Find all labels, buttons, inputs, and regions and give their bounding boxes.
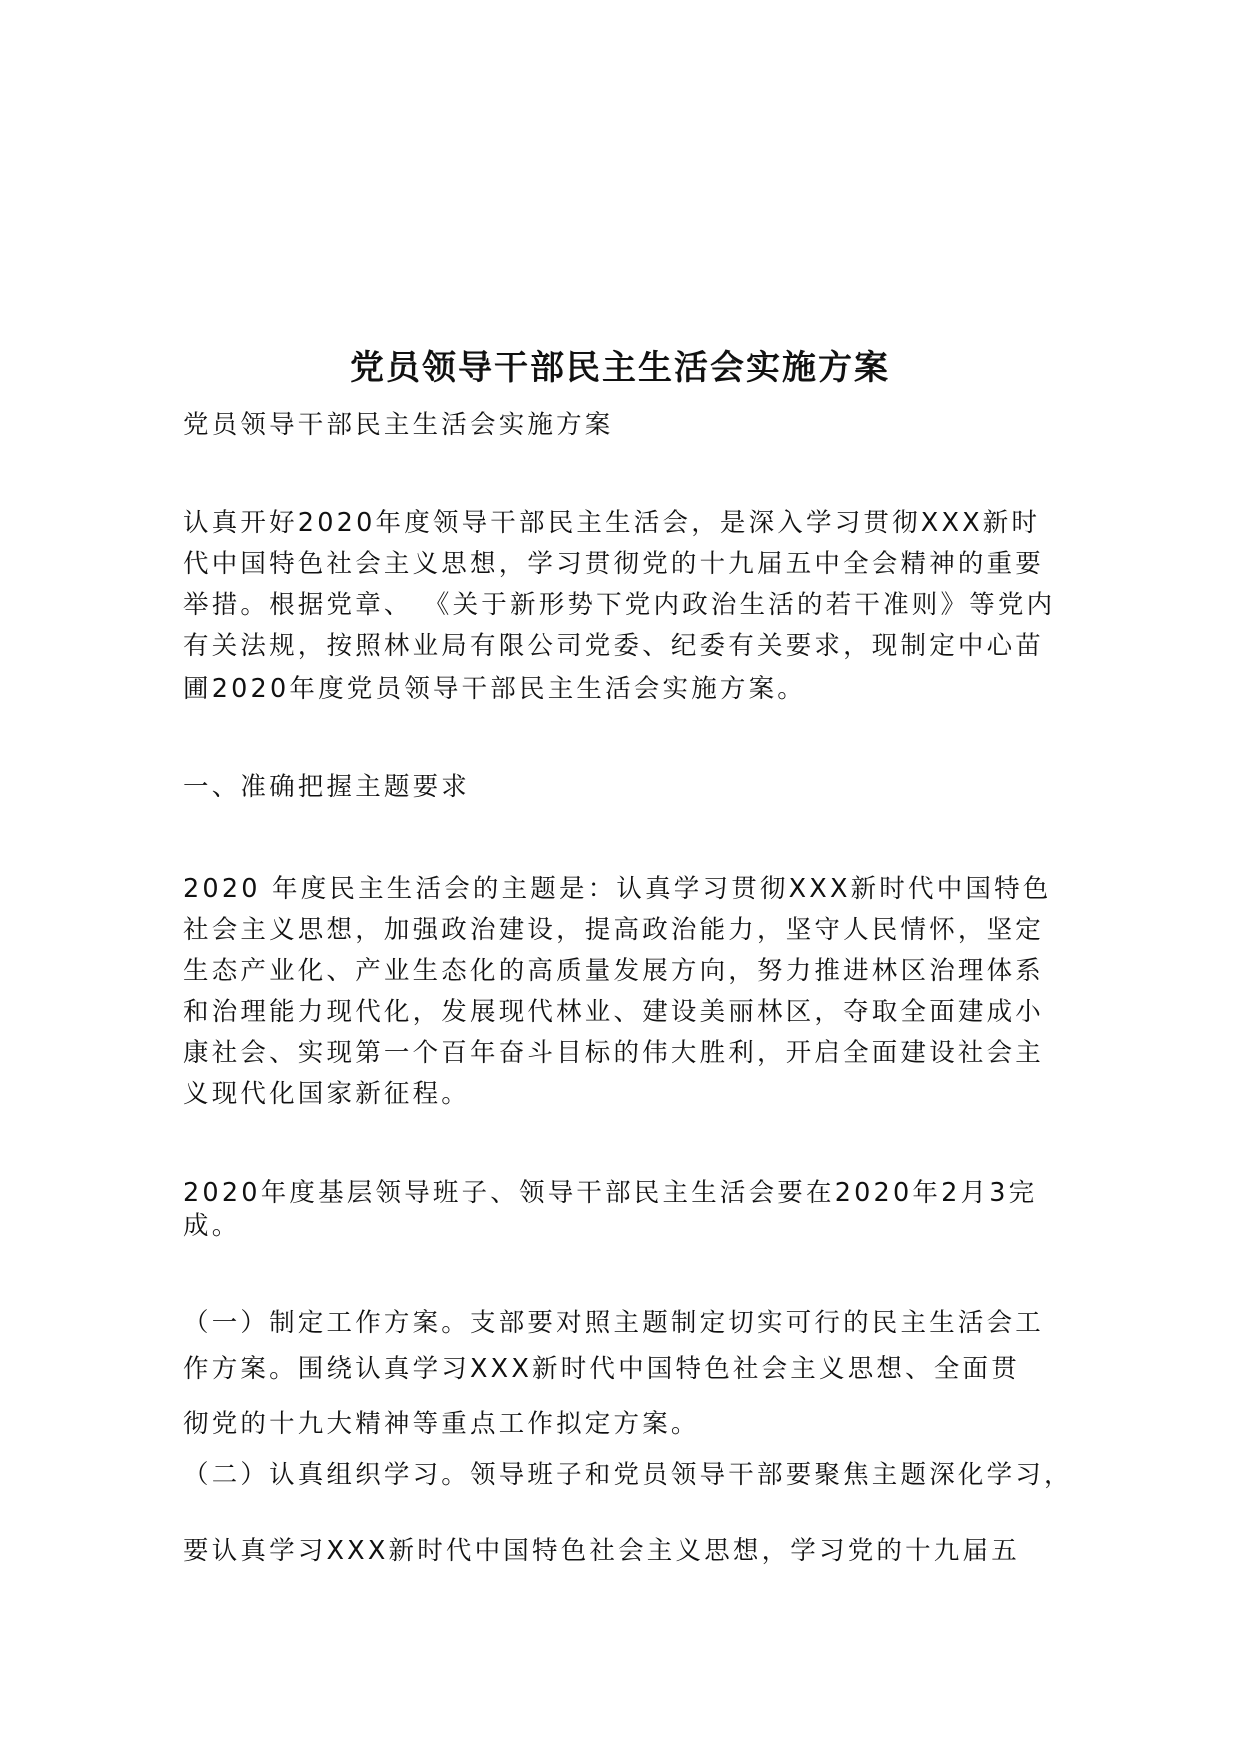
paragraph-line: 义现代化国家新征程。 <box>183 1079 471 1109</box>
paragraph-line: 代中国特色社会主义思想，学习贯彻党的十九届五中全会精神的重要 <box>183 549 1045 579</box>
paragraph-line: 举措。根据党章、 《关于新形势下党内政治生活的若干准则》等党内 <box>183 590 1056 620</box>
document-subtitle: 党员领导干部民主生活会实施方案 <box>183 410 614 440</box>
paragraph-line: 社会主义思想，加强政治建设，提高政治能力，坚守人民情怀，坚定 <box>183 915 1045 945</box>
section-heading: 一、准确把握主题要求 <box>183 772 471 802</box>
paragraph-line: （二）认真组织学习。领导班子和党员领导干部要聚焦主题深化学习， <box>183 1460 1073 1490</box>
paragraph-line: 认真开好2020年度领导干部民主生活会，是深入学习贯彻XXX新时 <box>183 508 1041 538</box>
paragraph-line: 成。 <box>183 1211 241 1241</box>
paragraph-line: 圃2020年度党员领导干部民主生活会实施方案。 <box>183 674 806 704</box>
paragraph-line: 要认真学习XXX新时代中国特色社会主义思想，学习党的十九届五 <box>183 1536 1020 1566</box>
paragraph-line: （一）制定工作方案。支部要对照主题制定切实可行的民主生活会工 <box>183 1308 1045 1338</box>
paragraph-line: 生态产业化、产业生态化的高质量发展方向，努力推进林区治理体系 <box>183 956 1045 986</box>
paragraph-line: 2020年度基层领导班子、领导干部民主生活会要在2020年2月3完 <box>183 1178 1038 1208</box>
paragraph-line: 有关法规，按照林业局有限公司党委、纪委有关要求，现制定中心苗 <box>183 631 1045 661</box>
paragraph-line: 康社会、实现第一个百年奋斗目标的伟大胜利，开启全面建设社会主 <box>183 1038 1045 1068</box>
paragraph-line: 彻党的十九大精神等重点工作拟定方案。 <box>183 1409 700 1439</box>
paragraph-line: 作方案。围绕认真学习XXX新时代中国特色社会主义思想、全面贯 <box>183 1354 1020 1384</box>
paragraph-line: 和治理能力现代化，发展现代林业、建设美丽林区，夺取全面建成小 <box>183 997 1045 1027</box>
paragraph-line: 2020 年度民主生活会的主题是：认真学习贯彻XXX新时代中国特色 <box>183 874 1052 904</box>
document-title: 党员领导干部民主生活会实施方案 <box>350 348 890 388</box>
